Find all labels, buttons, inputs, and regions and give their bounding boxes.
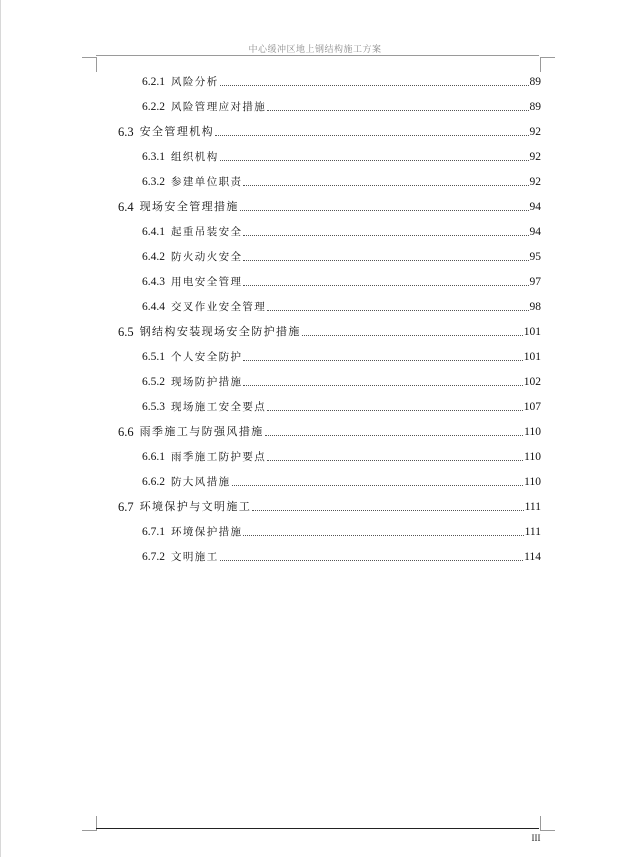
toc-entry-title: 雨季施工与防强风措施: [139, 425, 264, 438]
toc-dot-leader: [240, 210, 529, 211]
toc-entry-number: 6.7.2: [142, 551, 165, 563]
toc-dot-leader: [215, 135, 528, 136]
toc-entry-number: 6.6.2: [142, 476, 165, 488]
toc-entry-number: 6.3: [118, 125, 134, 139]
toc-entry-number: 6.7.1: [142, 526, 165, 538]
toc-entry-title: 组织机构: [171, 151, 219, 163]
toc-entry-page: 107: [523, 401, 541, 413]
toc-dot-leader: [267, 410, 523, 411]
crop-mark-bottom-left: [82, 816, 97, 831]
page-edge: [0, 0, 1, 857]
toc-entry-number: 6.5: [118, 325, 134, 339]
toc-entry-title: 文明施工: [171, 551, 219, 563]
header-rule: [96, 55, 539, 56]
toc-entry[interactable]: [142, 73, 541, 89]
toc-entry[interactable]: [118, 498, 541, 514]
toc-entry-number: 6.4: [118, 200, 134, 214]
toc-dot-leader: [243, 360, 522, 361]
toc-entry-page: 89: [529, 76, 541, 88]
toc-entry-page: 111: [524, 526, 541, 538]
toc-dot-leader: [232, 485, 524, 486]
toc-dot-leader: [302, 335, 523, 336]
toc-entry-title: 钢结构安装现场安全防护措施: [139, 325, 301, 338]
toc-entry-number: 6.7: [118, 500, 134, 514]
footer-rule: [96, 828, 539, 829]
toc-entry[interactable]: [142, 373, 541, 389]
toc-entry-page: 101: [523, 326, 541, 338]
toc-entry-page: 92: [529, 176, 541, 188]
toc-entry-number: 6.4.2: [142, 251, 165, 263]
toc-entry-title: 防火动火安全: [171, 251, 243, 263]
toc-entry[interactable]: [118, 323, 541, 339]
toc-entry-number: 6.5.3: [142, 401, 165, 413]
toc-entry-page: 114: [524, 551, 541, 563]
toc-entry-title: 防大风措施: [171, 476, 231, 488]
toc-entry-number: 6.6.1: [142, 451, 165, 463]
toc-entry-title: 风险分析: [171, 76, 219, 88]
toc-entry-page: 110: [524, 451, 541, 463]
toc-entry-page: 94: [529, 226, 541, 238]
toc-entry-title: 环境保护与文明施工: [139, 500, 252, 513]
toc-entry-page: 89: [529, 101, 541, 113]
running-header-title: 中心缓冲区地上钢结构施工方案: [248, 45, 382, 55]
toc-entry-page: 92: [529, 126, 541, 138]
toc-dot-leader: [243, 385, 522, 386]
toc-entry-page: 111: [524, 501, 541, 513]
toc-entry-page: 94: [529, 201, 541, 213]
toc-dot-leader: [252, 510, 523, 511]
toc-dot-leader: [220, 160, 529, 161]
toc-entry[interactable]: [142, 273, 541, 289]
toc-entry-page: 110: [524, 426, 541, 438]
toc-entry-title: 现场防护措施: [171, 376, 243, 388]
toc-entry-title: 安全管理机构: [139, 125, 215, 138]
toc-entry-number: 6.4.4: [142, 301, 165, 313]
toc-entry-title: 用电安全管理: [171, 276, 243, 288]
toc-dot-leader: [220, 560, 524, 561]
toc-dot-leader: [243, 535, 523, 536]
toc-entry[interactable]: [118, 123, 541, 139]
toc-entry[interactable]: [142, 298, 541, 314]
toc-entry-page: 102: [523, 376, 541, 388]
toc-entry-number: 6.5.2: [142, 376, 165, 388]
toc-entry-title: 参建单位职责: [171, 176, 243, 188]
toc-entry-page: 110: [524, 476, 541, 488]
toc-dot-leader: [267, 110, 528, 111]
toc-entry-title: 交叉作业安全管理: [171, 301, 267, 313]
toc-entry[interactable]: [142, 248, 541, 264]
toc-entry[interactable]: [118, 198, 541, 214]
toc-dot-leader: [243, 260, 528, 261]
toc-entry-title: 起重吊装安全: [171, 226, 243, 238]
toc-entry[interactable]: [142, 548, 541, 564]
toc-entry-number: 6.6: [118, 425, 134, 439]
crop-mark-top-right: [540, 57, 555, 72]
toc-dot-leader: [243, 285, 528, 286]
toc-entry-number: 6.3.1: [142, 151, 165, 163]
toc-entry[interactable]: [142, 523, 541, 539]
toc-entry[interactable]: [142, 348, 541, 364]
toc-entry-number: 6.4.3: [142, 276, 165, 288]
toc-entry[interactable]: [142, 398, 541, 414]
toc-entry-title: 现场施工安全要点: [171, 401, 267, 413]
toc-entry[interactable]: [142, 223, 541, 239]
page-number: III: [531, 833, 541, 843]
toc-entry-title: 现场安全管理措施: [139, 200, 239, 213]
toc-entry-page: 97: [529, 276, 541, 288]
toc-entry-number: 6.2.1: [142, 76, 165, 88]
toc-dot-leader: [243, 235, 528, 236]
toc-entry-title: 雨季施工防护要点: [171, 451, 267, 463]
crop-mark-bottom-right: [540, 816, 555, 831]
toc-entry-number: 6.5.1: [142, 351, 165, 363]
toc-entry-page: 92: [529, 151, 541, 163]
toc-entry-page: 95: [529, 251, 541, 263]
toc-dot-leader: [220, 85, 529, 86]
toc-entry[interactable]: [142, 148, 541, 164]
toc-entry-page: 101: [523, 351, 541, 363]
toc-dot-leader: [243, 185, 528, 186]
toc-entry[interactable]: [118, 423, 541, 439]
toc-dot-leader: [267, 460, 523, 461]
toc-entry[interactable]: [142, 173, 541, 189]
toc-entry-number: 6.4.1: [142, 226, 165, 238]
toc-entry[interactable]: [142, 473, 541, 489]
toc-entry-page: 98: [529, 301, 541, 313]
toc-entry-number: 6.3.2: [142, 176, 165, 188]
toc-entry-title: 环境保护措施: [171, 526, 243, 538]
toc-dot-leader: [267, 310, 528, 311]
toc-entry[interactable]: [142, 448, 541, 464]
toc-entry-title: 个人安全防护: [171, 351, 243, 363]
crop-mark-top-left: [82, 57, 97, 72]
toc-dot-leader: [265, 435, 524, 436]
toc-entry[interactable]: [142, 98, 541, 114]
toc-entry-title: 风险管理应对措施: [171, 101, 267, 113]
toc-entry-number: 6.2.2: [142, 101, 165, 113]
